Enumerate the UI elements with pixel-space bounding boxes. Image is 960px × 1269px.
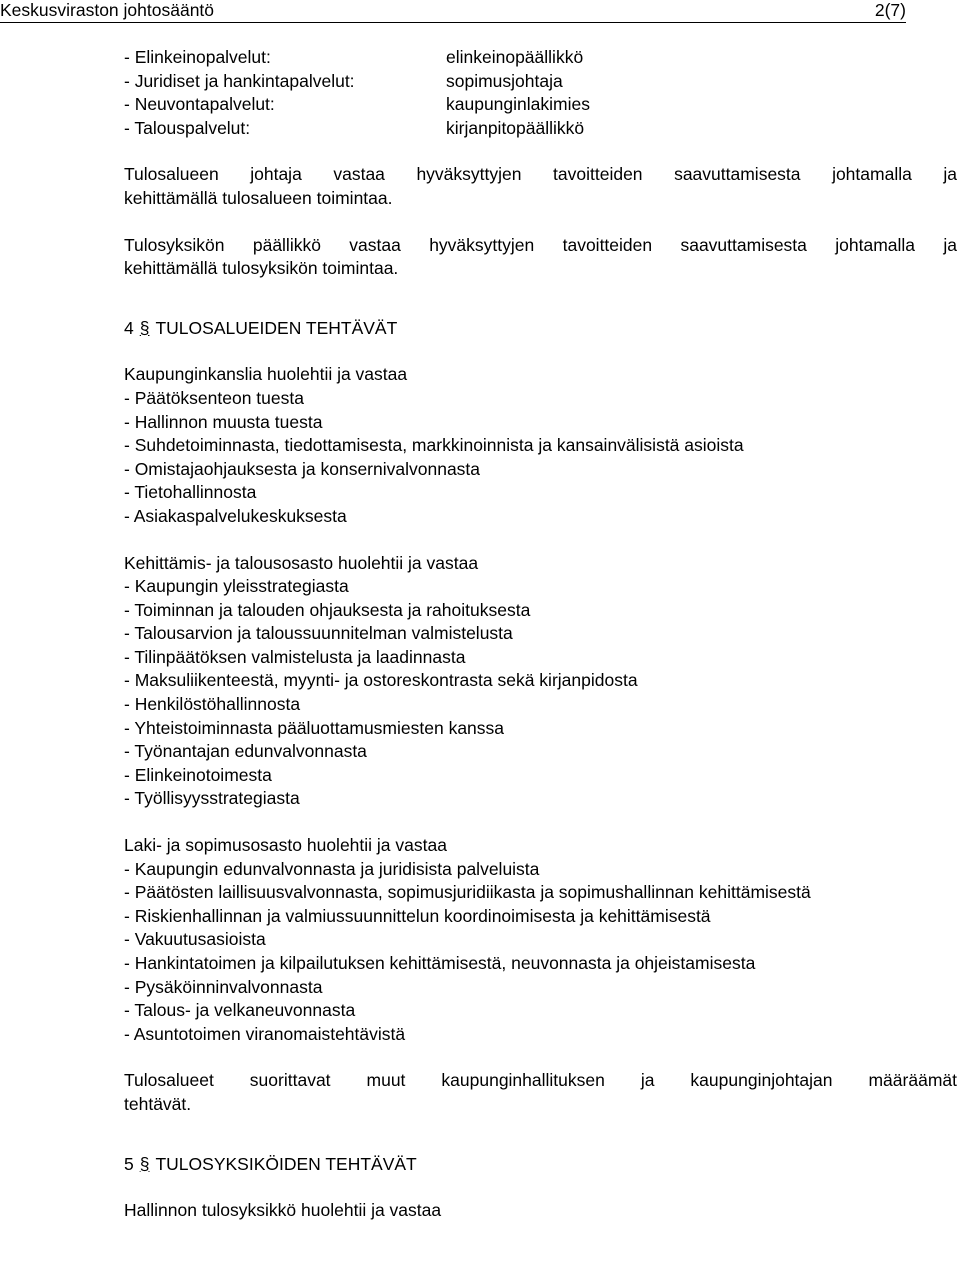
list-item: - Omistajaohjauksesta ja konsernivalvonnasta xyxy=(124,458,481,479)
list-item: - Kaupungin yleisstrategiasta xyxy=(124,576,349,597)
responsibility-row xyxy=(124,70,957,94)
list-item: - Hankintatoimen ja kilpailutuksen kehittämisestä, neuvonnasta ja ohjeistamisesta xyxy=(124,953,756,973)
responsibility-row xyxy=(124,46,957,70)
list-intro: Kaupunginkanslia huolehtii ja vastaa xyxy=(124,364,408,385)
list-item: - Tilinpäätöksen valmistelusta ja laadinnasta xyxy=(124,646,466,667)
list-item: - Asiakaspalvelukeskuksesta xyxy=(124,505,347,526)
unit-role: sopimusjohtaja xyxy=(446,70,563,91)
section-symbol: § xyxy=(139,1153,150,1174)
section-symbol: § xyxy=(139,317,150,338)
list-item: - Päätöksenteon tuesta xyxy=(124,387,304,408)
lakiosasto-list xyxy=(124,834,957,1046)
paragraph-tulosalueet xyxy=(124,1069,957,1116)
list-item: - Hallinnon muusta tuesta xyxy=(124,411,323,432)
list-item: - Talous- ja velkaneuvonnasta xyxy=(124,1000,356,1021)
list-item: - Henkilöstöhallinnosta xyxy=(124,694,301,715)
list-intro: Kehittämis- ja talousosasto huolehtii ja vastaa xyxy=(124,552,479,573)
page-number: 2(7) xyxy=(874,0,906,20)
list-intro: Hallinnon tulosyksikkö huolehtii ja vastaa xyxy=(124,1200,442,1221)
unit-name: - Elinkeinopalvelut: xyxy=(124,47,271,67)
section-title: TULOSYKSIKÖIDEN TEHTÄVÄT xyxy=(155,1153,417,1174)
list-item: - Toiminnan ja talouden ohjauksesta ja rahoituksesta xyxy=(124,599,531,620)
list-item: - Elinkeinotoimesta xyxy=(124,764,272,785)
responsibility-row xyxy=(124,93,957,117)
document-title: Keskusviraston johtosääntö xyxy=(0,0,215,20)
unit-role: kaupunginlakimies xyxy=(446,94,590,115)
list-item: - Työnantajan edunvalvonnasta xyxy=(124,741,367,762)
list-item: - Talousarvion ja taloussuunnitelman valmistelusta xyxy=(124,623,513,644)
section-number: 4 xyxy=(124,317,134,338)
paragraph-tulosalue xyxy=(124,163,957,210)
list-item: - Tietohallinnosta xyxy=(124,482,257,503)
list-item: - Suhdetoiminnasta, tiedottamisesta, markkinoinnista ja kansainvälisistä asioista xyxy=(124,435,744,456)
page-header xyxy=(0,0,906,23)
kehittamisosasto-list xyxy=(124,552,957,812)
unit-name: - Neuvontapalvelut: xyxy=(124,94,275,115)
paragraph-line: kehittämällä tulosyksikön toimintaa. xyxy=(124,258,399,279)
unit-name: - Juridiset ja hankintapalvelut: xyxy=(124,70,355,91)
paragraph-line: Tulosalueen johtaja vastaa hyväksyttyjen tavoitteiden saavuttamisesta johtamalla ja xyxy=(124,164,957,185)
list-item: - Maksuliikenteestä, myynti- ja ostoreskontrasta sekä kirjanpidosta xyxy=(124,670,638,691)
responsibility-row xyxy=(124,117,957,141)
paragraph-tulosyksikko xyxy=(124,234,957,281)
paragraph-line: Tulosalueet suorittavat muut kaupunginhallituksen ja kaupunginjohtajan määräämät xyxy=(124,1070,957,1091)
paragraph-line: kehittämällä tulosalueen toimintaa. xyxy=(124,187,393,208)
paragraph-line: Tulosyksikön päällikkö vastaa hyväksyttyjen tavoitteiden saavuttamisesta johtamalla ja xyxy=(124,234,957,255)
list-item: - Työllisyysstrategiasta xyxy=(124,788,300,809)
list-item: - Päätösten laillisuusvalvonnasta, sopimusjuridiikasta ja sopimushallinnan kehittämisestä xyxy=(124,882,811,903)
paragraph-line: tehtävät. xyxy=(124,1093,192,1114)
list-item: - Asuntotoimen viranomaistehtävistä xyxy=(124,1023,406,1044)
section-5-heading xyxy=(124,1153,957,1177)
list-item: - Vakuutusasioista xyxy=(124,929,266,950)
list-item: - Yhteistoiminnasta pääluottamusmiesten kanssa xyxy=(124,717,505,738)
responsibility-list xyxy=(124,46,957,140)
list-item: - Kaupungin edunvalvonnasta ja juridisista palveluista xyxy=(124,858,540,879)
list-item: - Pysäköinninvalvonnasta xyxy=(124,976,323,997)
unit-role: kirjanpitopäällikkö xyxy=(446,117,585,138)
list-intro: Laki- ja sopimusosasto huolehtii ja vastaa xyxy=(124,835,447,856)
document-body xyxy=(124,46,957,1223)
unit-role: elinkeinopäällikkö xyxy=(446,47,584,67)
kaupunginkanslia-list xyxy=(124,363,957,528)
unit-name: - Talouspalvelut: xyxy=(124,117,251,138)
section-4-heading xyxy=(124,317,957,341)
section-number: 5 xyxy=(124,1153,134,1174)
hallinto-list xyxy=(124,1199,957,1223)
list-item: - Riskienhallinnan ja valmiussuunnittelun koordinoimisesta ja kehittämisestä xyxy=(124,905,711,926)
section-title: TULOSALUEIDEN TEHTÄVÄT xyxy=(155,317,398,338)
